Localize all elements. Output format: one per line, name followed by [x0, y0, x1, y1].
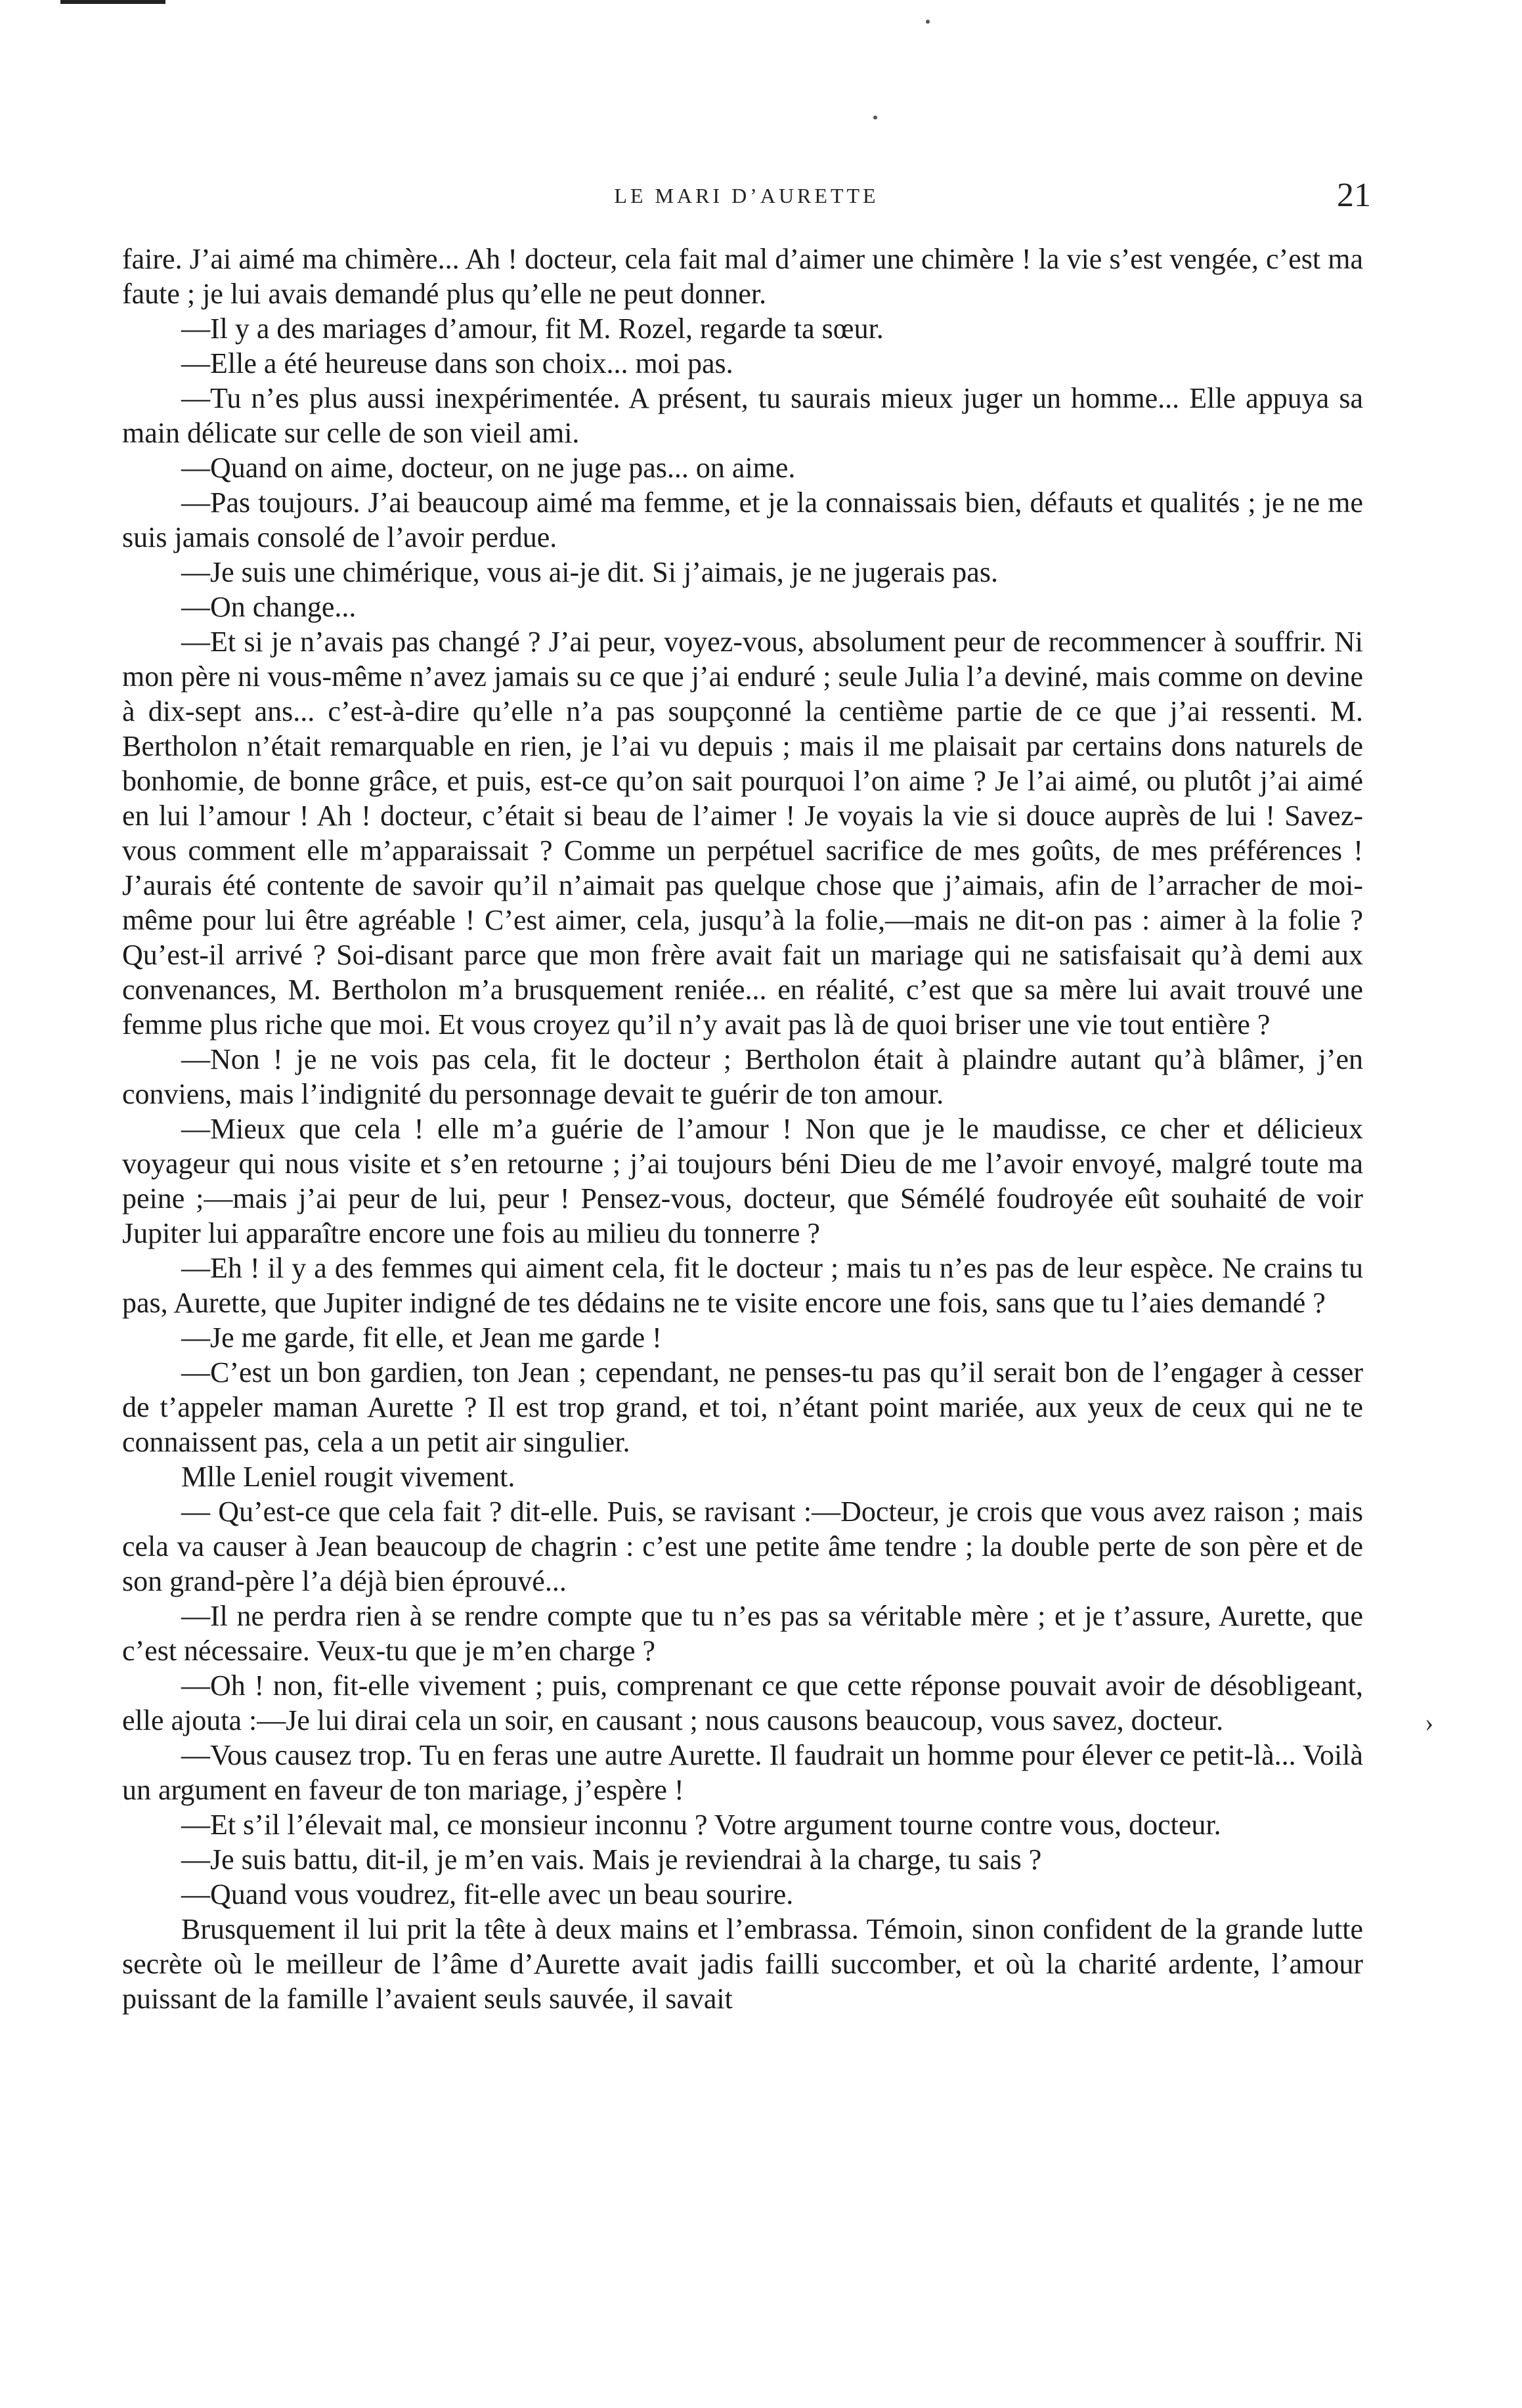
- paragraph: —Elle a été heureuse dans son choix... moi pas.: [181, 347, 733, 379]
- paragraph: Brusquement il lui prit la tête à deux mains et l’embrassa. Témoin, sinon confident de la grande lutte secrète où le meilleur de l’âme d’Aurette avait jadis failli succomber, et où la charité ardente, l’amour puissant de la famille l’avaient seuls sauvée, il savait: [122, 1913, 1363, 2015]
- paragraph: —Oh ! non, fit-elle vivement ; puis, comprenant ce que cette réponse pouvait avoir de désobligeant, elle ajouta :—Je lui dirai cela un soir, en causant ; nous causons beaucoup, vous savez, docteur.: [122, 1669, 1363, 1736]
- paragraph: —Il ne perdra rien à se rendre compte que tu n’es pas sa véritable mère ; et je t’assure, Aurette, que c’est nécessaire. Veux-tu que je m’en charge ?: [122, 1600, 1363, 1667]
- paragraph: —Vous causez trop. Tu en feras une autre Aurette. Il faudrait un homme pour élever ce petit-là... Voilà un argument en faveur de ton mariage, j’espère !: [122, 1739, 1363, 1806]
- paragraph: —Mieux que cela ! elle m’a guérie de l’amour ! Non que je le maudisse, ce cher et délicieux voyageur qui nous visite et s’en retourne ; j’ai toujours béni Dieu de me l’avoir envoyé, malgré toute ma peine ;—mais j’ai peur de lui, peur ! Pensez-vous, docteur, que Sémélé foudroyée eût souhaité de voir Jupiter lui apparaître encore une fois au milieu du tonnerre ?: [122, 1113, 1363, 1249]
- paragraph: faire. J’ai aimé ma chimère... Ah ! docteur, cela fait mal d’aimer une chimère ! la vie s’est vengée, c’est ma faute ; je lui avais demandé plus qu’elle ne peut donner.: [122, 243, 1363, 310]
- paragraph: —Pas toujours. J’ai beaucoup aimé ma femme, et je la connaissais bien, défauts et qualités ; je ne me suis jamais consolé de l’avoir perdue.: [122, 486, 1363, 553]
- text-body: [122, 242, 1363, 2016]
- paragraph: —Il y a des mariages d’amour, fit M. Rozel, regarde ta sœur.: [181, 312, 884, 345]
- paragraph: —Quand on aime, docteur, on ne juge pas... on aime.: [181, 452, 796, 484]
- paragraph: —On change...: [181, 591, 357, 623]
- paragraph: —Je suis battu, dit-il, je m’en vais. Mais je reviendrai à la charge, tu sais ?: [181, 1843, 1042, 1876]
- paragraph: — Qu’est-ce que cela fait ? dit-elle. Puis, se ravisant :—Docteur, je crois que vous avez raison ; mais cela va causer à Jean beaucoup de chagrin : c’est une petite âme tendre ; la double perte de son père et de son grand-père l’a déjà bien éprouvé...: [122, 1495, 1363, 1597]
- paragraph: —Je suis une chimérique, vous ai-je dit. Si j’aimais, je ne jugerais pas.: [181, 556, 998, 588]
- running-head: [122, 176, 1371, 222]
- paragraph: —Je me garde, fit elle, et Jean me garde !: [181, 1322, 662, 1354]
- paragraph: —C’est un bon gardien, ton Jean ; cependant, ne penses-tu pas qu’il serait bon de l’engager à cesser de t’appeler maman Aurette ? Il est trop grand, et toi, n’étant point mariée, aux yeux de ceux qui ne te connaissent pas, cela a un petit air singulier.: [122, 1356, 1363, 1458]
- paragraph: Mlle Leniel rougit vivement.: [181, 1461, 515, 1493]
- paragraph: —Et s’il l’élevait mal, ce monsieur inconnu ? Votre argument tourne contre vous, docteur.: [181, 1809, 1221, 1841]
- paragraph: —Eh ! il y a des femmes qui aiment cela, fit le docteur ; mais tu n’es pas de leur espèce. Ne crains tu pas, Aurette, que Jupiter indigné de tes dédains ne te visite encore une fois, sans que tu l’aies demandé ?: [122, 1252, 1363, 1319]
- paragraph: —Quand vous voudrez, fit-elle avec un beau sourire.: [181, 1878, 794, 1910]
- paragraph: —Et si je n’avais pas changé ? J’ai peur, voyez-vous, absolument peur de recommencer à souffrir. Ni mon père ni vous-même n’avez jamais su ce que j’ai enduré ; seule Julia l’a deviné, mais comme on devine à dix-sept ans... c’est-à-dire qu’elle n’a pas soupçonné la centième partie de ce que j’ai ressenti. M. Bertholon n’était remarquable en rien, je l’ai vu depuis ; mais il me plaisait par certains dons naturels de bonhomie, de bonne grâce, et puis, est-ce qu’on sait pourquoi l’on aime ? Je l’ai aimé, ou plutôt j’ai aimé en lui l’amour ! Ah ! docteur, c’était si beau de l’aimer ! Je voyais la vie si douce auprès de lui ! Savez-vous comment elle m’apparaissait ? Comme un perpétuel sacrifice de mes goûts, de mes préférences ! J’aurais été contente de savoir qu’il n’aimait pas quelque chose que j’aimais, afin de l’arracher de moi-même pour lui être agréable ! C’est aimer, cela, jusqu’à la folie,—mais ne dit-on pas : aimer à la folie ? Qu’est-il arrivé ? Soi-disant parce que mon frère avait fait un mariage qui ne satisfaisait qu’à demi aux convenances, M. Bertholon m’a brusquement reniée... en réalité, c’est que sa mère lui avait trouvé une femme plus riche que moi. Et vous croyez qu’il n’y avait pas là de quoi briser une vie tout entière ?: [122, 626, 1363, 1041]
- page-number: 21: [1337, 177, 1371, 214]
- paragraph: —Non ! je ne vois pas cela, fit le docteur ; Bertholon était à plaindre autant qu’à blâmer, j’en conviens, mais l’indignité du personnage devait te guérir de ton amour.: [122, 1043, 1363, 1110]
- paragraph: —Tu n’es plus aussi inexpérimentée. A présent, tu saurais mieux juger un homme... Elle appuya sa main délicate sur celle de son vieil ami.: [122, 382, 1363, 449]
- stray-mark: [873, 116, 877, 119]
- running-title: LE MARI D’AURETTE: [614, 184, 879, 207]
- stray-mark: [926, 20, 930, 24]
- margin-mark: ›: [1425, 1708, 1434, 1737]
- top-rule: [60, 0, 165, 4]
